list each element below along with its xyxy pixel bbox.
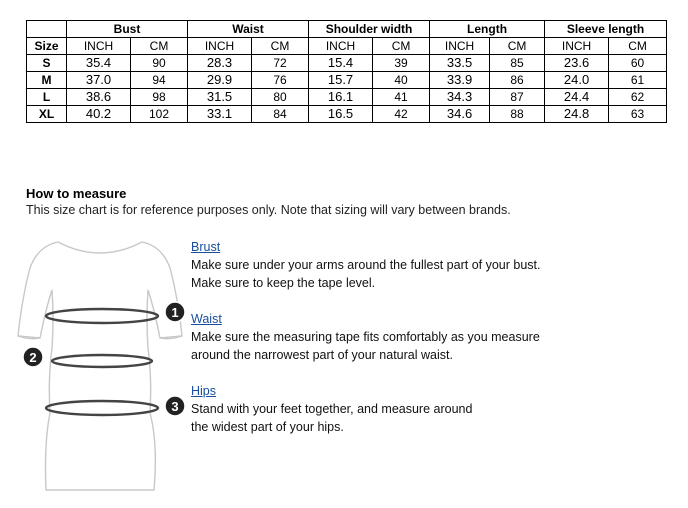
marker-1 <box>165 302 185 322</box>
value-cell: 86 <box>490 72 545 89</box>
unit-header-row <box>27 38 667 55</box>
value-cell: 34.6 <box>430 106 490 123</box>
how-to-measure-subtitle: This size chart is for reference purposes only. Note that sizing will vary between brands. <box>26 203 511 217</box>
svg-text:2: 2 <box>29 350 37 365</box>
section-hips <box>191 382 472 436</box>
group-waist: Waist <box>188 21 309 38</box>
hips-tape <box>46 401 158 415</box>
value-cell: 33.1 <box>188 106 252 123</box>
value-cell: 41 <box>373 89 430 106</box>
value-cell: 85 <box>490 55 545 72</box>
value-cell: 35.4 <box>67 55 131 72</box>
unit-header: CM <box>490 38 545 55</box>
section-line: around the narrowest part of your natural waist. <box>191 348 453 362</box>
measuring-tapes <box>46 309 158 415</box>
marker-2 <box>23 347 43 367</box>
value-cell: 61 <box>609 72 667 89</box>
size-cell: S <box>27 55 67 72</box>
value-cell: 24.4 <box>545 89 609 106</box>
section-heading-waist[interactable]: Waist <box>191 312 222 326</box>
value-cell: 87 <box>490 89 545 106</box>
value-cell: 37.0 <box>67 72 131 89</box>
unit-header: INCH <box>309 38 373 55</box>
value-cell: 94 <box>131 72 188 89</box>
table-row <box>27 89 667 106</box>
group-sleeve: Sleeve length <box>545 21 667 38</box>
value-cell: 15.4 <box>309 55 373 72</box>
bust-tape <box>46 309 158 323</box>
value-cell: 40 <box>373 72 430 89</box>
section-waist <box>191 310 540 364</box>
section-line: Stand with your feet together, and measure around <box>191 402 473 416</box>
value-cell: 24.8 <box>545 106 609 123</box>
how-to-measure-title: How to measure <box>26 186 127 201</box>
value-cell: 90 <box>131 55 188 72</box>
size-chart-table <box>26 20 667 123</box>
marker-3 <box>165 396 185 416</box>
unit-header: INCH <box>188 38 252 55</box>
value-cell: 63 <box>609 106 667 123</box>
value-cell: 28.3 <box>188 55 252 72</box>
value-cell: 84 <box>252 106 309 123</box>
unit-header: INCH <box>430 38 490 55</box>
value-cell: 60 <box>609 55 667 72</box>
size-cell: L <box>27 89 67 106</box>
section-heading-hips[interactable]: Hips <box>191 384 217 398</box>
unit-header: INCH <box>67 38 131 55</box>
value-cell: 15.7 <box>309 72 373 89</box>
unit-header: CM <box>373 38 430 55</box>
section-line: Make sure to keep the tape level. <box>191 276 376 290</box>
size-cell: XL <box>27 106 67 123</box>
unit-header: INCH <box>545 38 609 55</box>
value-cell: 38.6 <box>67 89 131 106</box>
value-cell: 72 <box>252 55 309 72</box>
value-cell: 16.1 <box>309 89 373 106</box>
table-row <box>27 106 667 123</box>
value-cell: 80 <box>252 89 309 106</box>
section-line: Make sure under your arms around the fullest part of your bust. <box>191 258 541 272</box>
value-cell: 29.9 <box>188 72 252 89</box>
dress-illustration <box>0 228 200 508</box>
section-line: Make sure the measuring tape fits comfortably as you measure <box>191 330 540 344</box>
value-cell: 62 <box>609 89 667 106</box>
unit-header: CM <box>252 38 309 55</box>
value-cell: 88 <box>490 106 545 123</box>
group-header-row <box>27 21 667 38</box>
corner-cell <box>27 21 67 38</box>
table-row <box>27 72 667 89</box>
value-cell: 34.3 <box>430 89 490 106</box>
value-cell: 42 <box>373 106 430 123</box>
svg-text:3: 3 <box>171 399 179 414</box>
waist-tape <box>52 355 152 367</box>
unit-header: CM <box>609 38 667 55</box>
section-bust <box>191 238 540 292</box>
unit-header: CM <box>131 38 188 55</box>
table-row <box>27 55 667 72</box>
value-cell: 23.6 <box>545 55 609 72</box>
value-cell: 33.9 <box>430 72 490 89</box>
section-line: the widest part of your hips. <box>191 420 344 434</box>
value-cell: 24.0 <box>545 72 609 89</box>
svg-text:1: 1 <box>171 305 179 320</box>
size-cell: M <box>27 72 67 89</box>
value-cell: 16.5 <box>309 106 373 123</box>
size-column-header: Size <box>27 38 67 55</box>
value-cell: 31.5 <box>188 89 252 106</box>
group-shoulder: Shoulder width <box>309 21 430 38</box>
value-cell: 98 <box>131 89 188 106</box>
section-heading-bust[interactable]: Brust <box>191 240 221 254</box>
value-cell: 76 <box>252 72 309 89</box>
value-cell: 39 <box>373 55 430 72</box>
value-cell: 102 <box>131 106 188 123</box>
group-bust: Bust <box>67 21 188 38</box>
group-length: Length <box>430 21 545 38</box>
value-cell: 33.5 <box>430 55 490 72</box>
value-cell: 40.2 <box>67 106 131 123</box>
